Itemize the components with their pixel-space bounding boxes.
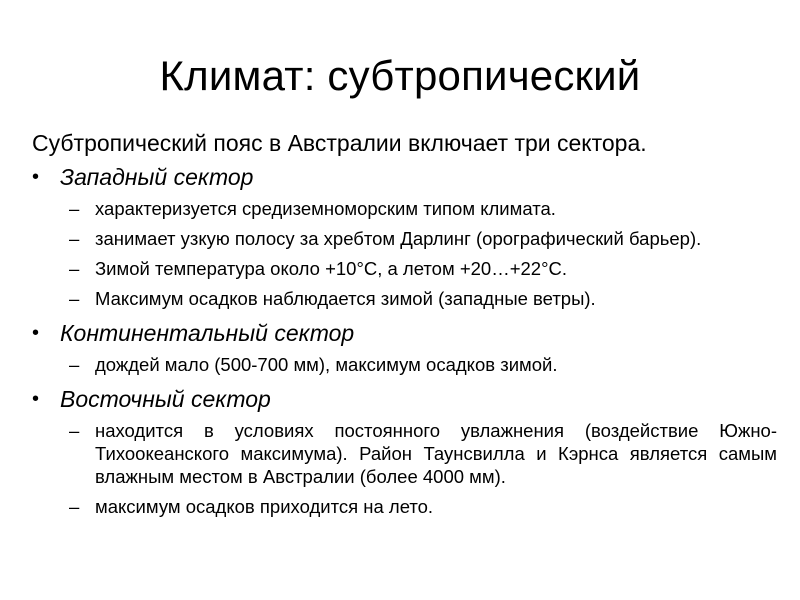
section-heading-label: Западный сектор — [60, 164, 254, 190]
dash-icon: – — [69, 198, 80, 219]
section-heading-continental — [32, 317, 777, 349]
dash-icon: – — [69, 258, 80, 279]
section-heading-label: Континентальный сектор — [60, 320, 355, 346]
section-list-eastern — [32, 419, 777, 518]
list-item — [32, 353, 777, 376]
dash-icon: – — [69, 420, 80, 441]
list-item-text: находится в условиях постоянного увлажнения (воздействие Южно-Тихоокеанского максимума). Район Таунсвилла и Кэрнса является самым влажным местом в Австралии (более 4000 мм). — [95, 420, 777, 487]
list-item — [32, 257, 777, 280]
list-item — [32, 495, 777, 518]
section-list-continental — [32, 353, 777, 376]
intro-text: Субтропический пояс в Австралии включает три сектора. — [32, 130, 647, 156]
list-item — [32, 197, 777, 220]
list-item-text: Максимум осадков наблюдается зимой (западные ветры). — [95, 288, 596, 309]
list-item-text: Зимой температура около +10°С, а летом +20…+22°С. — [95, 258, 567, 279]
section-heading-eastern — [32, 383, 777, 415]
slide-title: Климат: субтропический — [159, 52, 641, 99]
list-item-text: характеризуется средиземноморским типом климата. — [95, 198, 556, 219]
dash-icon: – — [69, 354, 80, 375]
list-item-text: дождей мало (500-700 мм), максимум осадков зимой. — [95, 354, 558, 375]
bullet-icon: • — [32, 388, 40, 410]
section-heading-western — [32, 161, 777, 193]
section-heading-label: Восточный сектор — [60, 386, 271, 412]
list-item — [32, 287, 777, 310]
list-item — [32, 419, 777, 488]
section-list-western — [32, 197, 777, 310]
list-item-text: занимает узкую полосу за хребтом Дарлинг (орографический барьер). — [95, 228, 702, 249]
bullet-icon: • — [32, 322, 40, 344]
dash-icon: – — [69, 496, 80, 517]
dash-icon: – — [69, 288, 80, 309]
bullet-icon: • — [32, 166, 40, 188]
list-item-text: максимум осадков приходится на лето. — [95, 496, 434, 517]
dash-icon: – — [69, 228, 80, 249]
slide-body — [32, 127, 777, 525]
list-item — [32, 227, 777, 250]
